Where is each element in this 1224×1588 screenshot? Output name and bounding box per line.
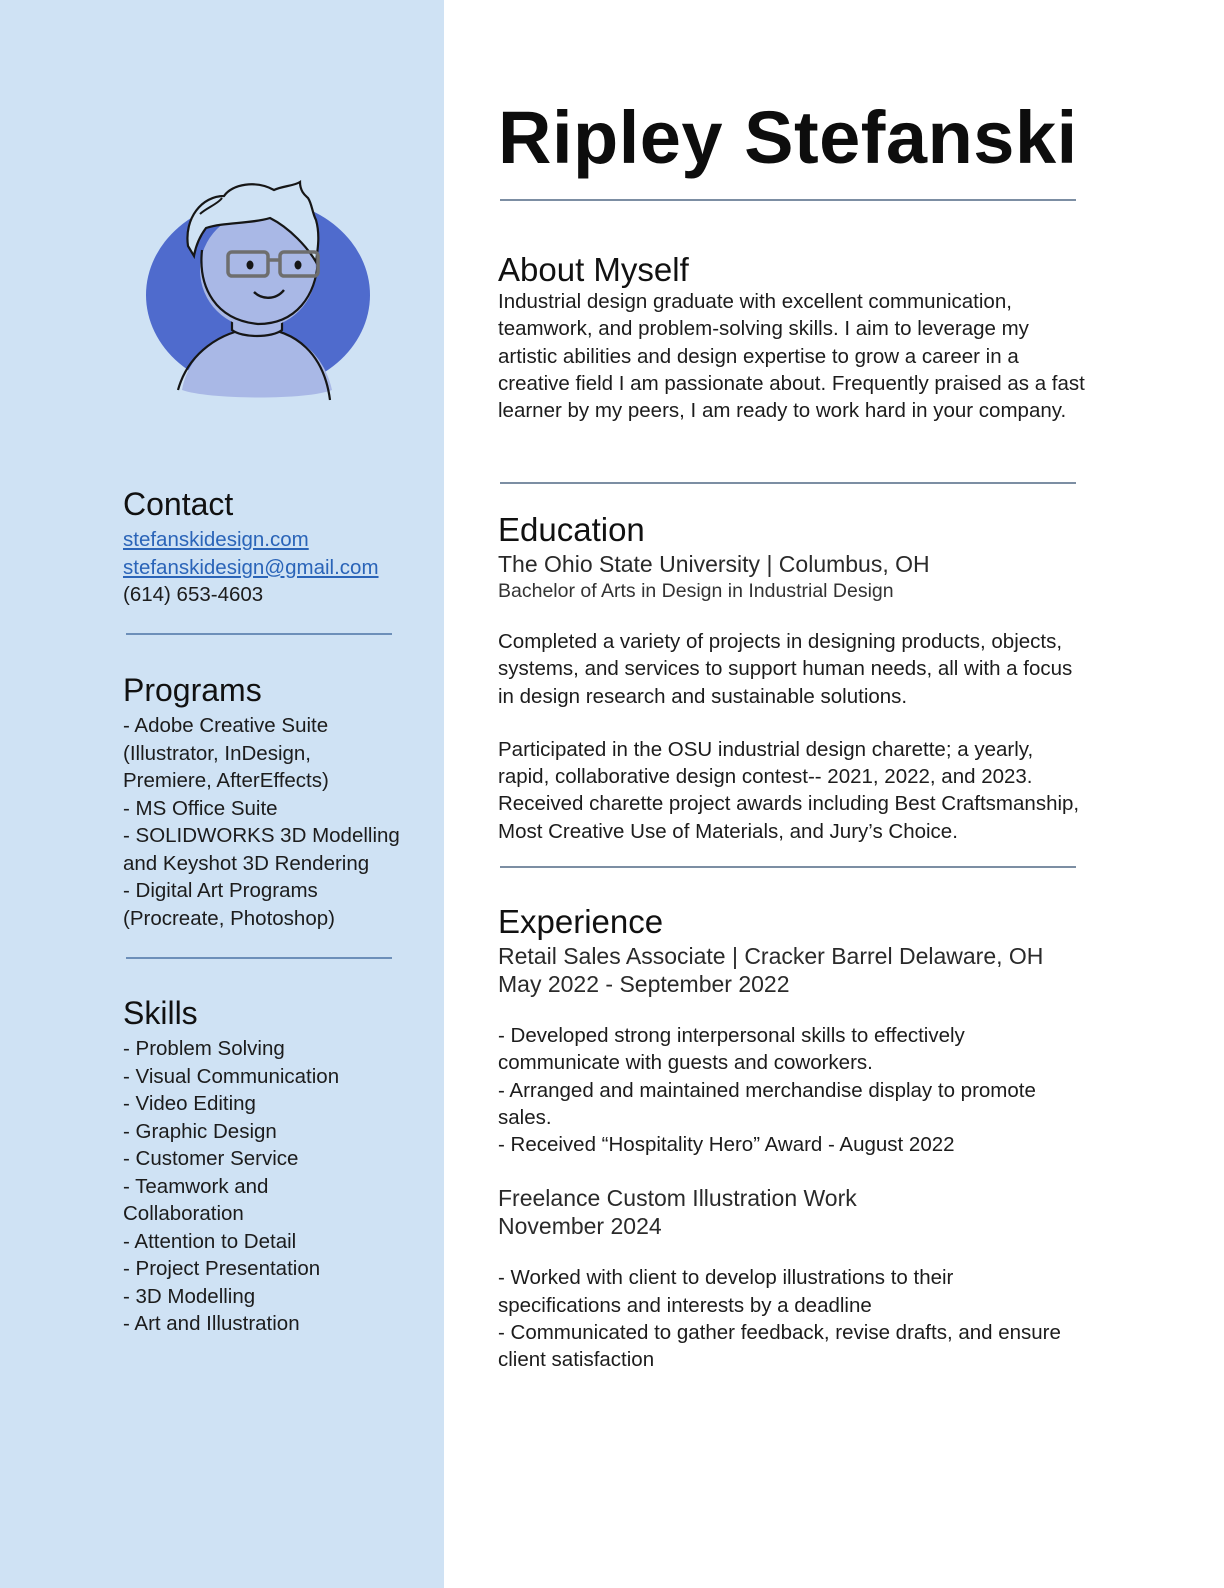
school-name: The Ohio State University | Columbus, OH <box>498 551 930 577</box>
programs-heading: Programs <box>123 672 262 708</box>
divider <box>500 482 1076 484</box>
job-detail: communicate with guests and coworkers. <box>498 1051 873 1075</box>
about-line: Industrial design graduate with excellent communication, <box>498 290 1012 313</box>
education-line: Received charette project awards including Best Craftsmanship, <box>498 792 1080 816</box>
page-title: Ripley Stefanski <box>498 96 1078 179</box>
skill-line: - Video Editing <box>123 1092 256 1115</box>
divider <box>500 866 1076 868</box>
skill-line: - Visual Communication <box>123 1064 340 1088</box>
about-line: creative field I am passionate about. Frequently praised as a fast <box>498 371 1085 395</box>
job-detail: client satisfaction <box>498 1348 655 1372</box>
job-detail: sales. <box>498 1105 552 1129</box>
job-detail: specifications and interests by a deadline <box>498 1293 872 1317</box>
contact-heading: Contact <box>123 486 234 522</box>
skill-line: - Attention to Detail <box>123 1229 297 1253</box>
about-line: learner by my peers, I am ready to work hard in your company. <box>498 399 1067 423</box>
education-line: rapid, collaborative design contest-- 2021, 2022, and 2023. <box>498 765 1033 789</box>
job-detail: - Received “Hospitality Hero” Award - August 2022 <box>498 1133 955 1157</box>
skill-line: - Problem Solving <box>123 1037 285 1060</box>
job-detail: - Developed strong interpersonal skills to effectively <box>498 1024 965 1047</box>
experience-section <box>498 904 1061 1374</box>
phone-number: (614) 653-4603 <box>123 583 264 606</box>
job-title: Retail Sales Associate | Cracker Barrel Delaware, OH <box>498 943 1044 969</box>
education-line: Completed a variety of projects in designing products, objects, <box>498 630 1063 653</box>
skill-line: - 3D Modelling <box>123 1284 256 1308</box>
skill-line: Collaboration <box>123 1202 244 1225</box>
job-detail: - Worked with client to develop illustrations to their <box>498 1266 954 1290</box>
skill-line: - Art and Illustration <box>123 1312 300 1335</box>
program-line: (Procreate, Photoshop) <box>123 906 335 930</box>
program-line: - MS Office Suite <box>123 796 278 820</box>
divider <box>500 199 1076 201</box>
skill-line: - Graphic Design <box>123 1119 277 1143</box>
job-dates: May 2022 - September 2022 <box>498 971 790 997</box>
education-line: Most Creative Use of Materials, and Jury’s Choice. <box>498 819 958 843</box>
program-line: (Illustrator, InDesign, <box>123 741 311 765</box>
about-section <box>498 252 1085 424</box>
divider <box>126 957 392 959</box>
degree-name: Bachelor of Arts in Design in Industrial Design <box>498 580 894 602</box>
program-line: - SOLIDWORKS 3D Modelling <box>123 824 400 847</box>
person-with-glasses-avatar-icon <box>140 178 375 403</box>
program-line: Premiere, AfterEffects) <box>123 769 329 792</box>
contact-section <box>123 486 379 609</box>
experience-heading: Experience <box>498 903 664 940</box>
about-line: artistic abilities and design expertise to grow a career in a <box>498 344 1019 368</box>
job-title: Freelance Custom Illustration Work <box>498 1185 857 1212</box>
skill-line: - Customer Service <box>123 1147 299 1170</box>
education-heading: Education <box>498 511 645 548</box>
skills-heading: Skills <box>123 995 198 1031</box>
about-heading: About Myself <box>498 251 689 288</box>
education-line: Participated in the OSU industrial design charette; a yearly, <box>498 737 1034 761</box>
website-link[interactable]: stefanskidesign.com <box>123 528 309 551</box>
email-link[interactable]: stefanskidesign@gmail.com <box>123 555 379 579</box>
education-line: systems, and services to support human needs, all with a focus <box>498 657 1073 681</box>
job-detail: - Arranged and maintained merchandise display to promote <box>498 1078 1036 1102</box>
skill-line: - Project Presentation <box>123 1257 321 1280</box>
job-dates: November 2024 <box>498 1213 662 1240</box>
about-line: teamwork, and problem-solving skills. I aim to leverage my <box>498 317 1029 341</box>
program-line: - Adobe Creative Suite <box>123 714 329 737</box>
skills-section <box>123 995 339 1338</box>
program-line: - Digital Art Programs <box>123 879 318 902</box>
programs-section <box>123 672 400 932</box>
divider <box>126 633 392 635</box>
education-line: in design research and sustainable solutions. <box>498 684 908 708</box>
job-detail: - Communicated to gather feedback, revise drafts, and ensure <box>498 1321 1061 1345</box>
skill-line: - Teamwork and <box>123 1174 269 1198</box>
education-section <box>498 512 1079 845</box>
program-line: and Keyshot 3D Rendering <box>123 851 370 875</box>
